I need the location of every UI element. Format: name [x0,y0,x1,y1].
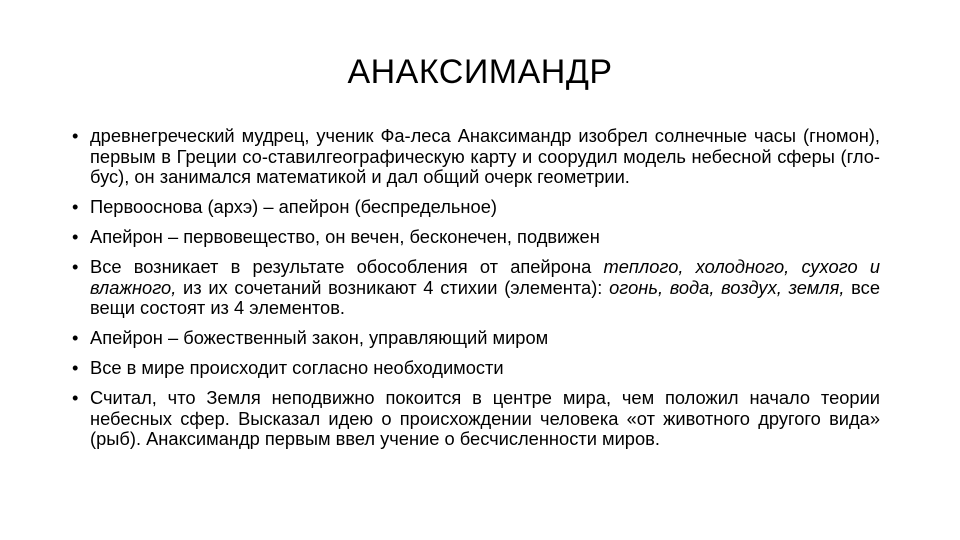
bullet-marker: • [72,256,79,277]
bullet-marker: • [72,226,79,247]
bullet-text: Считал, что Земля неподвижно покоится в центре мира, чем положил начало теории небесных сфер. Высказал идею о происхождении человека «от животного другого вида» (рыб). Анаксимандр первым ввел учение о бесчисленности миров. [90,387,880,449]
bullet-item [72,358,880,379]
bullet-text-italic: огонь, вода, воздух, земля, [609,276,845,298]
bullet-text: Апейрон – первовещество, он вечен, бесконечен, подвижен [90,226,600,247]
bullet-marker: • [72,125,79,146]
bullet-item [72,227,880,248]
bullet-marker: • [72,327,79,348]
bullet-text: из их сочетаний возникают 4 стихии (элемента): [176,276,610,298]
bullet-item [72,257,880,319]
bullet-text: все вещи состоят из 4 элементов. [90,276,880,318]
bullet-text: Первооснова (архэ) – апейрон (беспредельное) [90,196,497,217]
bullet-text: Все в мире происходит согласно необходимости [90,357,504,378]
bullet-item [72,197,880,218]
bullet-text: Все возникает в результате обособления от апейрона [90,256,604,277]
bullet-text-italic: теплого, холодного, сухого и влажного, [90,256,880,298]
slide-title: АНАКСИМАНДР [347,53,613,91]
bullet-marker: • [72,196,79,217]
bullet-marker: • [72,357,79,378]
bullet-marker: • [72,387,79,408]
bullet-item [72,388,880,450]
bullet-text: древнегреческий мудрец, ученик Фа-леса Анаксимандр изобрел солнечные часы (гномон), первым в Греции со-ставилгеографическую карту и соорудил модель небесной сферы (гло-бус), он занимался математикой и дал общий очерк геометрии. [90,125,880,187]
bullet-text: Апейрон – божественный закон, управляющий миром [90,327,549,348]
bullet-item [72,126,880,188]
bullet-item [72,328,880,349]
bullet-list [72,126,880,459]
